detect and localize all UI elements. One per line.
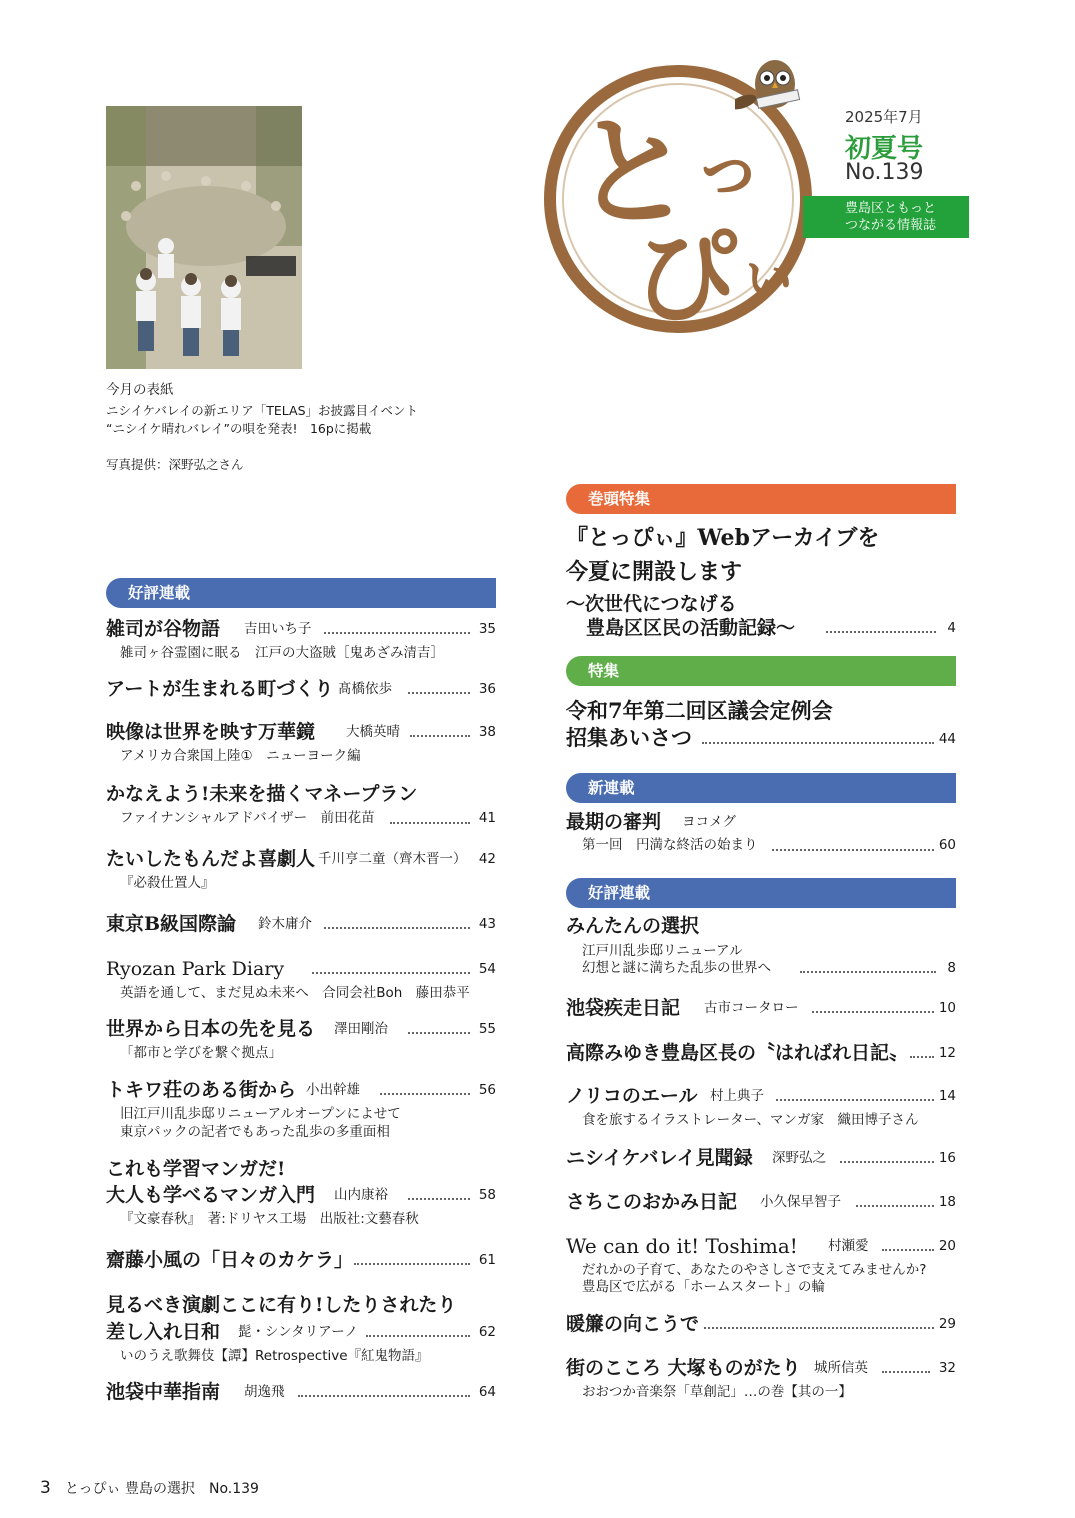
toc-page: 64: [478, 1384, 496, 1400]
tagline-line2: つながる情報誌: [845, 218, 937, 233]
leader-dots: [882, 1371, 930, 1373]
toc-page: 38: [478, 724, 496, 740]
leader-dots: [312, 972, 470, 974]
toc-subtitle: 幻想と謎に満ちた乱歩の世界へ: [582, 960, 771, 976]
toc-author: 山内康裕: [334, 1187, 388, 1203]
footer-page-number: 3: [40, 1478, 51, 1498]
toc-subtitle: ファイナンシャルアドバイザー 前田花苗: [120, 810, 375, 826]
toc-title[interactable]: ニシイケバレイ見聞録: [566, 1147, 753, 1169]
toc-title[interactable]: たいしたもんだよ喜劇人: [106, 848, 316, 870]
toc-author: 城所信英: [814, 1360, 868, 1376]
cover-credit: 写真提供：深野弘之さん: [106, 457, 244, 472]
special-title-line1[interactable]: 令和7年第二回区議会定例会: [566, 698, 833, 723]
toc-title[interactable]: Ryozan Park Diary: [106, 958, 285, 980]
toc-subtitle: 英語を通して、まだ見ぬ未来へ 合同会社Boh 藤田恭平: [120, 985, 470, 1001]
toc-title[interactable]: ノリコのエール: [566, 1085, 698, 1107]
toc-title[interactable]: 映像は世界を映す万華鏡: [106, 721, 316, 743]
leader-dots: [410, 735, 470, 737]
toc-subtitle: アメリカ合衆国上陸① ニューヨーク編: [120, 748, 361, 764]
special-page: 44: [938, 731, 956, 747]
leader-dots: [390, 822, 470, 824]
leader-dots: [826, 631, 936, 633]
toc-page: 35: [478, 621, 496, 637]
leader-dots: [324, 632, 470, 634]
toc-author: 深野弘之: [772, 1150, 826, 1166]
special-title-line2[interactable]: 招集あいさつ: [566, 725, 692, 750]
issue-number: No.139: [845, 160, 924, 185]
toc-subtitle: 『文豪春秋』 著:ドリヤス工場 出版社:文藝春秋: [120, 1211, 419, 1227]
leader-dots: [856, 1205, 934, 1207]
toc-title[interactable]: みんたんの選択: [566, 915, 700, 937]
tagline-line1: 豊島区ともっと: [845, 201, 937, 216]
toc-page: 62: [478, 1324, 496, 1340]
toc-author: 古市コータロー: [704, 1000, 799, 1016]
toc-author: 小久保早智子: [760, 1194, 841, 1210]
toc-author: 鈴木庸介: [258, 916, 312, 932]
toc-page: 54: [478, 961, 496, 977]
section-bar-popular-left: 好評連載: [106, 578, 496, 608]
issue-date: 2025年7月: [845, 108, 923, 126]
toc-author: ヨコメグ: [682, 814, 736, 830]
toc-page: 29: [938, 1316, 956, 1332]
toc-title[interactable]: 街のこころ 大塚ものがたり: [566, 1357, 801, 1379]
toc-page: 61: [478, 1252, 496, 1268]
toc-title[interactable]: 池袋中華指南: [106, 1381, 221, 1403]
toc-page: 41: [478, 810, 496, 826]
toc-title[interactable]: トキワ荘のある街から: [106, 1079, 297, 1101]
toc-page: 14: [938, 1088, 956, 1104]
svg-text:っ: っ: [693, 126, 763, 209]
toc-page: 8: [947, 960, 956, 976]
toc-author: 髙橋依歩: [338, 681, 392, 697]
cover-caption-line2: “ニシイケ晴れバレイ”の唄を発表! 16pに掲載: [106, 421, 372, 436]
toc-author: 大橋英晴: [346, 724, 400, 740]
toc-title[interactable]: アートが生まれる町づくり: [106, 678, 334, 700]
section-bar-new-series: 新連載: [566, 773, 956, 803]
feature-subtitle-line1: ～次世代につなげる: [566, 593, 737, 615]
leader-dots: [704, 1327, 934, 1329]
leader-dots: [772, 849, 934, 851]
toc-subtitle: 食を旅するイラストレーター、マンガ家 織田博子さん: [582, 1112, 919, 1128]
toc-author: 吉田いち子: [244, 621, 312, 637]
toc-title[interactable]: 池袋疾走日記: [566, 997, 681, 1019]
svg-text:ぃ: ぃ: [739, 239, 799, 309]
toc-page: 58: [478, 1187, 496, 1203]
toc-title[interactable]: 見るべき演劇ここに有り!したりされたり: [106, 1294, 457, 1316]
toc-page: 42: [478, 851, 496, 867]
toc-title[interactable]: かなえよう!未来を描くマネープラン: [106, 783, 418, 805]
cover-heading: 今月の表紙: [106, 382, 174, 398]
issue-season: 初夏号: [845, 134, 924, 164]
toc-subtitle: いのうえ歌舞伎【譚】Retrospective『紅鬼物語』: [120, 1348, 429, 1364]
toc-author: 村上典子: [710, 1088, 764, 1104]
leader-dots: [354, 1263, 470, 1265]
toc-author: 小出幹雄: [306, 1082, 360, 1098]
toc-page: 18: [938, 1194, 956, 1210]
owl-icon: [735, 54, 815, 120]
leader-dots: [882, 1249, 934, 1251]
leader-dots: [366, 1335, 470, 1337]
feature-title-line1[interactable]: 『とっぴぃ』Webアーカイブを: [566, 525, 880, 551]
tagline-box: [803, 196, 969, 238]
toc-page: 55: [478, 1021, 496, 1037]
toc-title[interactable]: これも学習マンガだ!: [106, 1158, 286, 1180]
toc-title[interactable]: 世界から日本の先を見る: [106, 1018, 316, 1040]
toc-subtitle: 東京パックの記者でもあった乱歩の多重面相: [120, 1124, 390, 1140]
leader-dots: [776, 1099, 934, 1101]
leader-dots: [702, 742, 934, 744]
leader-dots: [380, 1093, 470, 1095]
toc-subtitle: 江戸川乱歩邸リニューアル: [582, 943, 743, 959]
cover-caption-line1: ニシイケバレイの新エリア「TELAS」お披露目イベント: [106, 403, 419, 418]
toc-page: 12: [938, 1045, 956, 1061]
toc-title[interactable]: 暖簾の向こうで: [566, 1313, 700, 1335]
leader-dots: [408, 692, 470, 694]
footer-text: とっぴぃ 豊島の選択 No.139: [64, 1481, 259, 1497]
toc-page: 20: [938, 1238, 956, 1254]
toc-subtitle: だれかの子育て、あなたのやさしさで支えてみませんか?: [582, 1262, 927, 1278]
leader-dots: [800, 971, 936, 973]
feature-subtitle-line2: 豊島区区民の活動記録～: [586, 617, 796, 639]
toc-subtitle: 雑司ヶ谷霊園に眠る 江戸の大盗賊［鬼あざみ清吉］: [120, 645, 444, 661]
toc-subtitle: 第一回 円満な終活の始まり: [582, 837, 758, 853]
svg-text:ぴ: ぴ: [633, 216, 738, 334]
cover-photo: [106, 106, 302, 369]
toc-title-line2[interactable]: 大人も学べるマンガ入門: [106, 1184, 316, 1206]
toc-subtitle: 「都市と学びを繋ぐ拠点」: [120, 1045, 282, 1061]
toc-page: 43: [478, 916, 496, 932]
toc-title[interactable]: 雑司が谷物語: [106, 618, 221, 640]
leader-dots: [324, 927, 470, 929]
cover-photo-illustration: [106, 106, 302, 369]
toc-page: 60: [938, 837, 956, 853]
svg-text:と: と: [573, 102, 693, 243]
page-footer: [40, 1478, 259, 1498]
toc-page: 32: [938, 1360, 956, 1376]
toc-page: 56: [478, 1082, 496, 1098]
toc-author: 村瀬愛: [828, 1238, 869, 1254]
toc-title[interactable]: 高際みゆき豊島区長の〝はればれ日記〟: [566, 1042, 909, 1064]
section-bar-feature: 巻頭特集: [566, 484, 956, 514]
toc-page: 36: [478, 681, 496, 697]
leader-dots: [298, 1395, 470, 1397]
toc-page: 10: [938, 1000, 956, 1016]
toc-page: 16: [938, 1150, 956, 1166]
toc-subtitle: おおつか音楽祭「草創記」…の巻【其の一】: [582, 1384, 852, 1400]
toc-title-line2[interactable]: 差し入れ日和: [106, 1321, 221, 1343]
toc-subtitle: 旧江戸川乱歩邸リニューアルオープンによせて: [120, 1106, 401, 1122]
leader-dots: [408, 1032, 470, 1034]
toc-title[interactable]: 東京B級国際論: [106, 913, 237, 935]
toc-author: 千川亨二童（齊木晋一）: [318, 851, 467, 867]
feature-page: 4: [947, 620, 956, 636]
feature-title-line2[interactable]: 今夏に開設します: [566, 559, 743, 585]
toc-title[interactable]: 最期の審判: [566, 811, 662, 833]
toc-subtitle: 『必殺仕置人』: [120, 875, 215, 891]
section-bar-special: 特集: [566, 656, 956, 686]
toc-author: 胡逸飛: [244, 1384, 285, 1400]
leader-dots: [408, 1198, 470, 1200]
toc-title[interactable]: 齋藤小風の「日々のカケラ」: [106, 1249, 354, 1271]
toc-title[interactable]: さちこのおかみ日記: [566, 1191, 738, 1213]
toc-author: 髭・シンタリアーノ: [238, 1324, 358, 1340]
toc-subtitle: 豊島区で広がる「ホームスタート」の輪: [582, 1279, 825, 1295]
toc-title[interactable]: We can do it! Toshima!: [566, 1234, 798, 1258]
section-bar-popular-right: 好評連載: [566, 878, 956, 908]
toc-author: 澤田剛治: [334, 1021, 388, 1037]
leader-dots: [812, 1011, 934, 1013]
leader-dots: [840, 1161, 934, 1163]
